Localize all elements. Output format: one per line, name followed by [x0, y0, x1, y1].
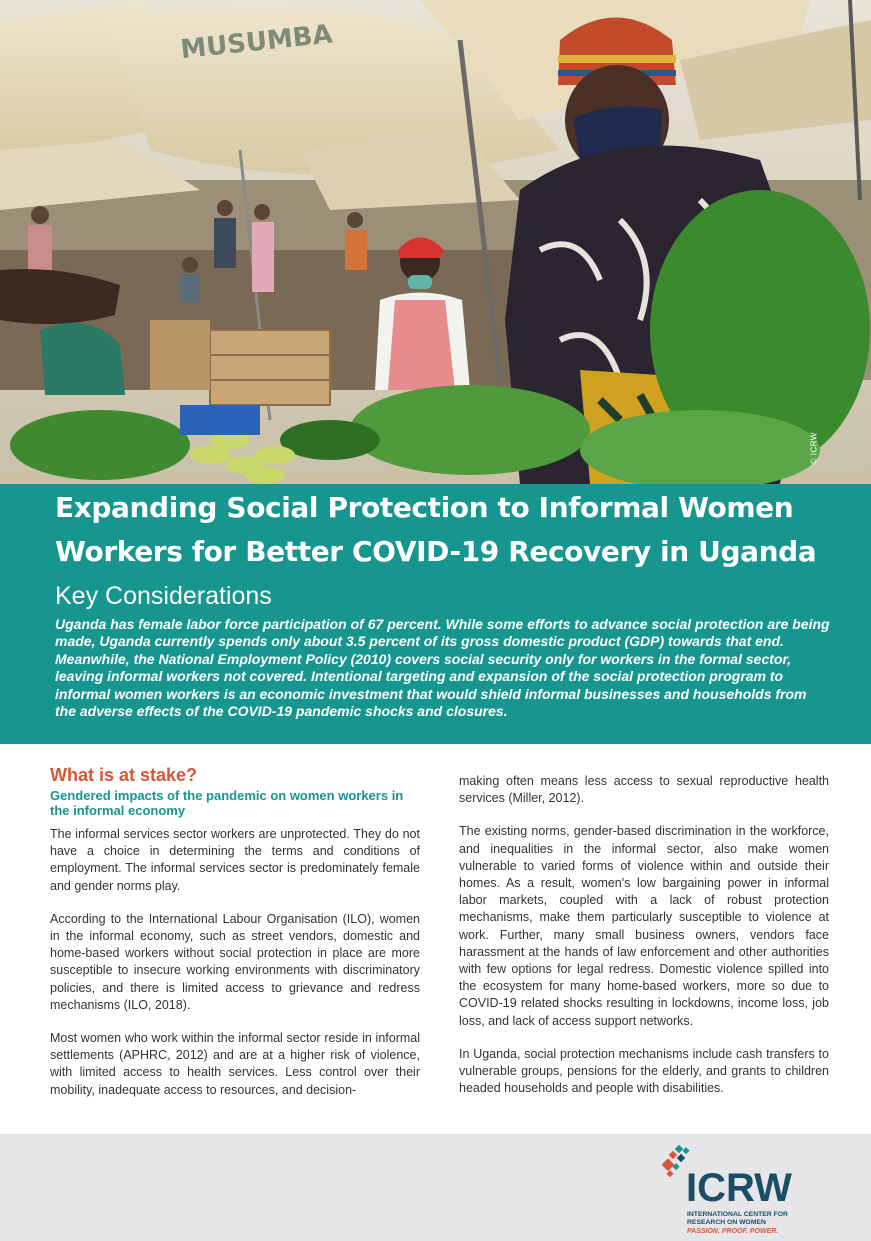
footer	[0, 1134, 871, 1241]
intro-paragraph: Uganda has female labor force participation of 67 percent. While some efforts to advance social protection are being made, Uganda currently spends only about 3.5 percent of its gross domestic product (GDP) towards that end. Meanwhile, the National Employment Policy (2010) covers social security only for workers in the formal sector, leaving informal workers not covered. Intentional targeting and expansion of the social protection program to informal women workers is an economic investment that would shield informal businesses and households from the adverse effects of the COVID-19 pandemic shocks and closures.	[55, 616, 830, 720]
umbrella-text: MUSUMBA	[179, 19, 335, 66]
photo-credit: © ICRW	[809, 432, 818, 465]
body-paragraph: The existing norms, gender-based discrimination in the workforce, and inequalities in the informal sector, also make women vulnerable to varied forms of violence within and outside their homes. As a result, women's low bargaining power in informal labor markets, coupled with a lack of robust protection mechanisms, make them particularly susceptible to violence at work. Further, many small business owners, vendors face harassment at the hands of law enforcement and other authorities with few options for legal redress. Domestic violence spilled into the ecosystem for many home-based workers, more so due to COVID-19 related shocks resulting in lockdowns, income loss, job loss, and lack of access support networks.	[459, 824, 829, 1028]
body-paragraph: The informal services sector workers are unprotected. They do not have a choice in determining the terms and conditions of employment. The informal services sector is predominately female and gender norms play.	[50, 827, 420, 893]
body-paragraph: According to the International Labour Organisation (ILO), women in the informal economy, such as street vendors, domestic and home-based workers without social protection in place are more susceptible to insecure working environments with discriminatory policies, and there is limited access to grievance and redress mechanisms (ILO, 2018).	[50, 911, 420, 1012]
body-paragraph: making often means less access to sexual reproductive health services (Miller, 2012).	[459, 774, 829, 806]
cover-photo	[0, 0, 871, 484]
left-column	[50, 765, 420, 1115]
header-band	[0, 484, 871, 744]
market-scene-illustration	[0, 0, 871, 484]
page-subtitle: Key Considerations	[55, 582, 272, 610]
section-subheading: Gendered impacts of the pandemic on women workers in the informal economy	[50, 788, 404, 818]
logo-tagline: PASSION. PROOF. POWER.	[687, 1228, 779, 1235]
logo-wordmark: ICRW	[686, 1166, 792, 1210]
icrw-logo[interactable]	[660, 1144, 830, 1236]
section-heading: What is at stake?	[50, 765, 198, 785]
right-column	[459, 773, 829, 1113]
body-paragraph: In Uganda, social protection mechanisms include cash transfers to vulnerable groups, pensions for the elderly, and grants to children headed households and people with disabilities.	[459, 1046, 829, 1096]
page-title: Expanding Social Protection to Informal Women Workers for Better COVID-19 Recovery in Uganda	[55, 491, 817, 568]
logo-org-name: INTERNATIONAL CENTER FOR RESEARCH ON WOMEN	[687, 1211, 788, 1226]
body-paragraph: Most women who work within the informal sector reside in informal settlements (APHRC, 2012) and are at a higher risk of violence, with limited access to health services. Less control over their mobility, inadequate access to resources, and decision-	[50, 1031, 420, 1097]
